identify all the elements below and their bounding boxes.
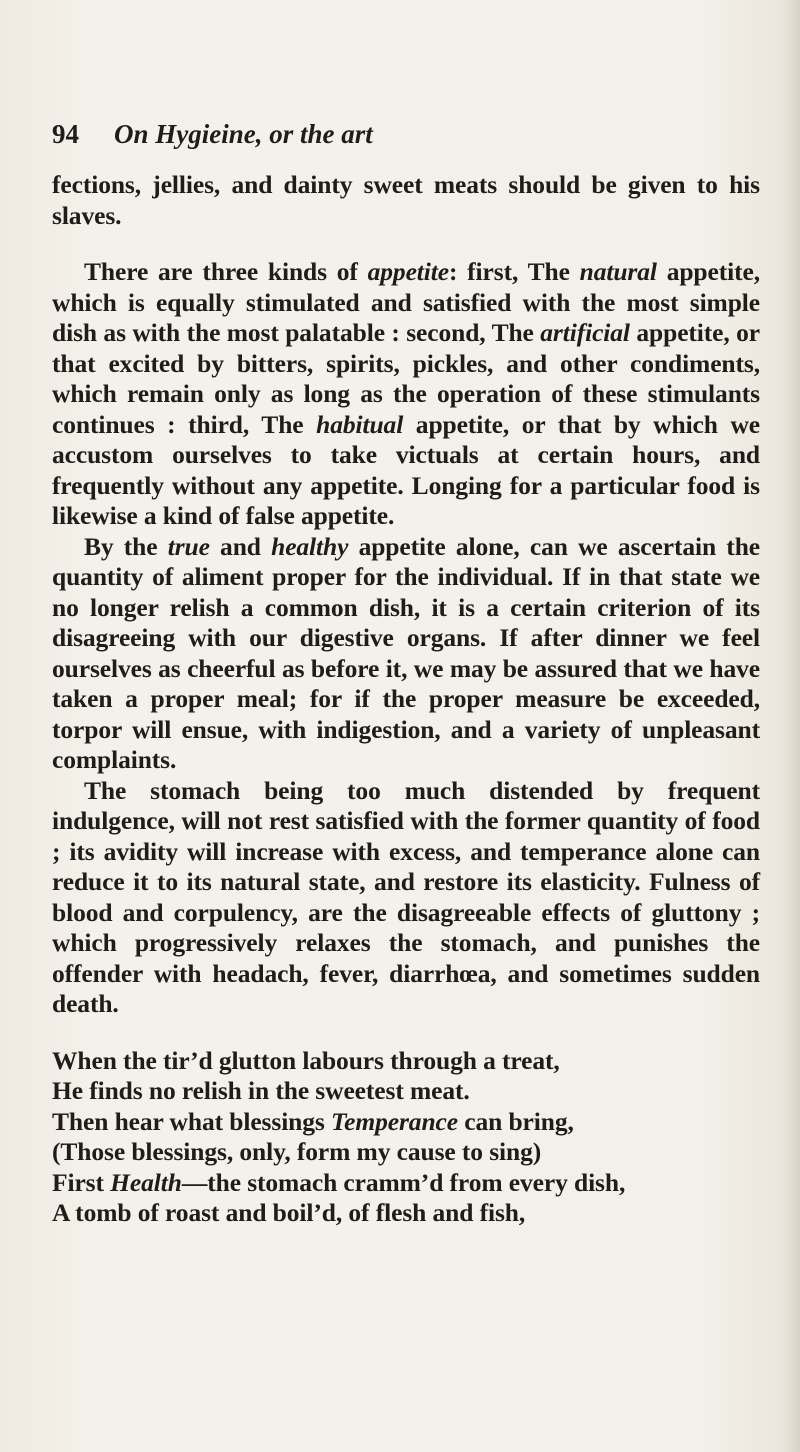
verse-line-3-italic-temperance: Temperance [331, 1106, 458, 1136]
paragraph-2-italic-habitual: habitual [316, 409, 404, 439]
paragraph-1: fections, jellies, and dainty sweet meats should be given to his slaves. [52, 170, 760, 230]
paragraph-3-text-a: By the [84, 531, 168, 561]
paragraph-2-italic-artificial: artificial [540, 318, 630, 347]
verse-line-5-italic-health: Health [110, 1167, 182, 1197]
page-number: 94 [52, 119, 79, 149]
paragraph-2-text-g: appetite, or that excited by bitters, spirits, pickles, and other condiments, which remain only as long as the operation of these stimulants continues : third, The [52, 318, 761, 439]
paragraph-3-text-c: and [209, 531, 272, 561]
verse-line-1: When the tir’d glutton labours through a treat, [52, 1045, 560, 1075]
verse-line-3 [52, 1107, 760, 1138]
verse-line-4: (Those blessings, only, form my cause to sing) [52, 1137, 542, 1166]
paragraph-3-italic-healthy: healthy [271, 531, 349, 561]
verse-line-5-text-a: First [52, 1167, 111, 1197]
body-text [52, 170, 760, 1229]
paragraph-3-text-e: appetite alone, can we ascertain the quantity of aliment proper for the individual. If in that state we no longer relish a common dish, it is a certain criterion of its disagreeing with our digestive organs. If after dinner we feel ourselves as cheerful as before it, we may be assured that we have taken a proper meal; for if the proper measure be exceeded, torpor will ensue, with indigestion, and a variety of unpleasant complaints. [52, 531, 760, 774]
paragraph-2-text-e: appetite, which is equally stimulated and satisfied with the most simple dish as with the most palatable : second, The [52, 257, 760, 347]
verse-line-3-text-a: Then hear what blessings [52, 1106, 332, 1136]
paragraph-2-text-i: appetite, or that by which we accustom ourselves to take victuals at certain hours, and frequently without any appetite. Longing for a particular food is likewise a kind of false appetite. [52, 409, 760, 530]
verse-line-6: A tomb of roast and boil’d, of flesh and fish, [52, 1198, 526, 1227]
paragraph-4: The stomach being too much distended by frequent indulgence, will not rest satisfied with the former quantity of food ; its avidity will increase with excess, and temperance alone can reduce it to its natural state, and restore its elasticity. Fulness of blood and corpulency, are the disagreeable effects of gluttony ; which progressively relaxes the stomach, and punishes the offender with headach, fever, diarrhœa, and sometimes sudden death. [52, 775, 760, 1018]
verse-line-5-text-c: —the stomach cramm’d from every dish, [181, 1167, 626, 1197]
verse-gap [52, 1020, 760, 1046]
paragraph-2-italic-natural: natural [579, 257, 657, 286]
running-title: On Hygieine, or the art [114, 119, 373, 149]
paragraph-2 [52, 257, 760, 532]
verse-line-3-text-c: can bring, [457, 1106, 574, 1136]
verse-line-5 [52, 1168, 760, 1199]
page-edge-shadow [782, 0, 800, 1452]
running-header [52, 118, 752, 150]
verse-block [52, 1046, 760, 1229]
paragraph-2-italic-appetite: appetite [367, 257, 449, 286]
paragraph-gap [52, 231, 760, 257]
verse-line-2: He finds no relish in the sweetest meat. [52, 1076, 470, 1105]
paragraph-3 [52, 532, 760, 776]
paragraph-2-text-c: : first, The [448, 257, 580, 286]
paragraph-3-italic-true: true [167, 531, 210, 561]
paragraph-2-text-a: There are three kinds of [84, 257, 368, 286]
